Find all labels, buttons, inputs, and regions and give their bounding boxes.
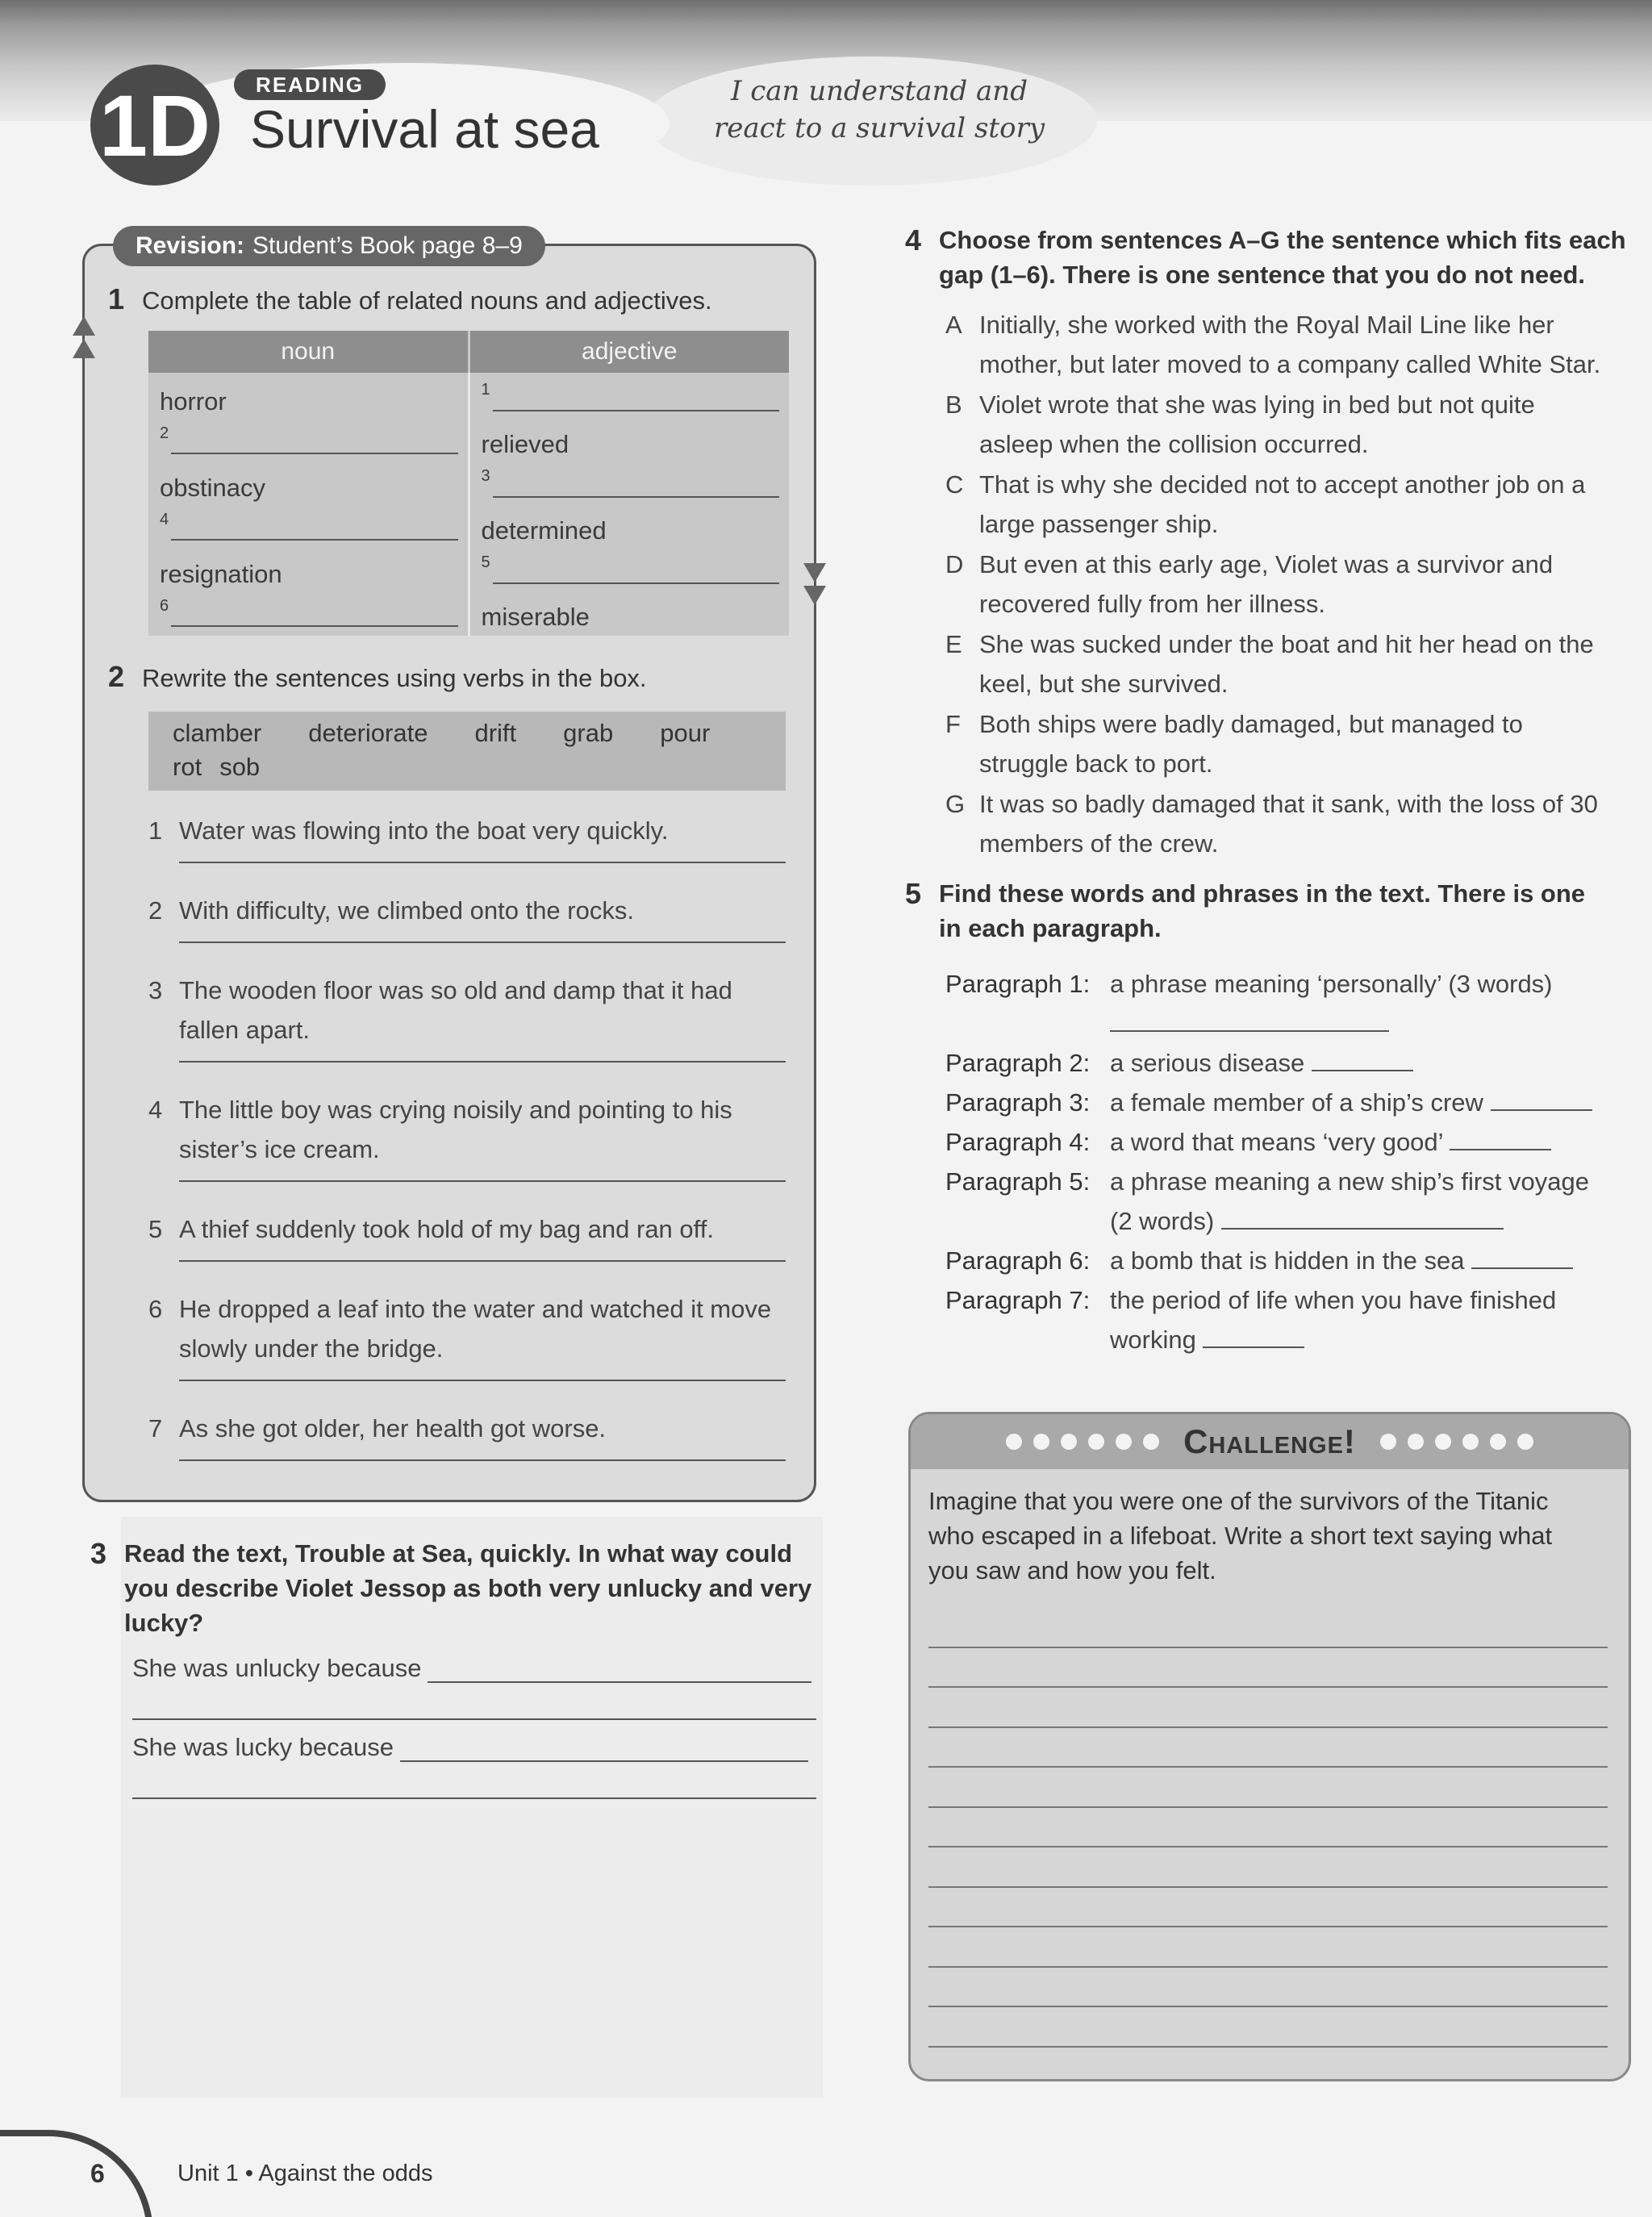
challenge-title: Challenge! (1183, 1422, 1356, 1460)
gap-field[interactable]: 6 (160, 594, 458, 637)
unlucky-answer: She was unlucky because (132, 1654, 811, 1683)
table-cell: miserable (481, 603, 590, 631)
dot-icon (1061, 1434, 1077, 1450)
arrow-down-icon (803, 563, 826, 582)
gap-field[interactable]: 5 (482, 550, 780, 594)
exercise-2-heading: 2 Rewrite the sentences using verbs in the box. (108, 660, 647, 693)
question-item: 4 The little boy was crying noisily and pointing to his sister’s ice cream. (148, 1090, 786, 1182)
answer-line[interactable] (1491, 1087, 1592, 1111)
dot-icon (1435, 1434, 1451, 1450)
can-do-statement: I can understand and react to a survival story (713, 75, 1045, 144)
table-header: noun adjective (148, 331, 789, 373)
dot-icon (1143, 1434, 1159, 1450)
adjective-column (470, 373, 790, 637)
option-item: B Violet wrote that she was lying in bed but not quite asleep when the collision occurred. (945, 390, 1535, 458)
dot-icon (1462, 1434, 1479, 1450)
question-item: 6 He dropped a leaf into the water and watched it move slowly under the bridge. (148, 1289, 786, 1381)
exercise-1-heading: 1 Complete the table of related nouns and adjectives. (108, 282, 712, 315)
answer-line[interactable] (179, 1050, 786, 1063)
unit-label: Unit 1 • Against the odds (177, 2161, 433, 2186)
exercise-4-heading: 4 Choose from sentences A–G the sentence which fits each gap (1–6). There is one sentence that you do not need. (905, 223, 1626, 289)
table-cell: determined (481, 516, 607, 545)
lesson-badge: 1D (90, 65, 219, 186)
challenge-instructions: Imagine that you were one of the survivors of the Titanic who escaped in a lifeboat. Write a short text saying what you saw and how you felt. (928, 1487, 1553, 1584)
answer-line[interactable] (132, 1797, 816, 1799)
dot-icon (1088, 1434, 1104, 1450)
table-cell: resignation (160, 559, 282, 588)
arrow-up-icon (73, 316, 95, 336)
answer-line[interactable] (132, 1718, 816, 1720)
dot-icon (1033, 1434, 1049, 1450)
writing-area[interactable] (928, 1608, 1608, 2081)
footer-decoration (0, 2130, 153, 2217)
option-item: C That is why she decided not to accept another job on a large passenger ship. (945, 470, 1586, 538)
answer-line[interactable] (179, 850, 786, 863)
gap-field[interactable]: 3 (482, 464, 780, 507)
noun-column (148, 373, 470, 637)
question-item: 5 A thief suddenly took hold of my bag and ran off. (148, 1209, 786, 1262)
gap-field[interactable]: 2 (160, 421, 458, 465)
answer-line[interactable] (179, 1169, 786, 1182)
answer-line[interactable] (179, 930, 786, 943)
page-number: 6 (90, 2159, 105, 2188)
dot-icon (1380, 1434, 1396, 1450)
lucky-answer: She was lucky because (132, 1733, 808, 1762)
exercise-3: 3 Read the text, Trouble at Sea, quickly. In what way could you describe Violet Jessop as both very unlucky and very lucky? (90, 1537, 812, 1637)
table-cell: relieved (481, 430, 569, 458)
reading-tag: READING (234, 69, 386, 100)
verb-word: grab (563, 719, 614, 747)
answer-line[interactable] (1312, 1047, 1413, 1071)
challenge-header (911, 1414, 1629, 1469)
option-item: A Initially, she worked with the Royal Mail Line like her mother, but later moved to a company called White Star. (945, 311, 1601, 378)
option-item: G It was so badly damaged that it sank, with the loss of 30 members of the crew. (945, 790, 1598, 858)
answer-line[interactable] (1203, 1324, 1304, 1348)
arrow-up-icon (73, 339, 95, 358)
answer-line[interactable] (179, 1249, 786, 1262)
verb-word: clamber (173, 719, 262, 747)
question-item: 1 Water was flowing into the boat very quickly. (148, 811, 786, 863)
answer-line[interactable] (179, 1448, 786, 1461)
question-item: 3 The wooden floor was so old and damp that it had fallen apart. (148, 971, 786, 1063)
verb-word: rot (173, 753, 202, 781)
question-item: 7 As she got older, her health got worse. (148, 1409, 786, 1461)
noun-adjective-table (148, 331, 789, 636)
table-cell: horror (160, 386, 227, 415)
revision-tab: Revision: Student’s Book page 8–9 (113, 226, 545, 266)
answer-line[interactable] (1471, 1245, 1573, 1269)
verb-word: deteriorate (308, 719, 428, 747)
question-item: 2 With difficulty, we climbed onto the rocks. (148, 891, 786, 943)
answer-line[interactable] (428, 1659, 811, 1683)
paragraph-item: Paragraph 7: the period of life when you have finished working (945, 1286, 1557, 1354)
exercise-5-heading: 5 Find these words and phrases in the text. There is one in each paragraph. (905, 877, 1586, 942)
dot-icon (1006, 1434, 1022, 1450)
dot-icon (1116, 1434, 1132, 1450)
paragraph-item: Paragraph 3: a female member of a ship’s crew (945, 1083, 1623, 1122)
answer-line[interactable] (179, 1368, 786, 1381)
gap-field[interactable]: 4 (160, 507, 458, 551)
answer-line[interactable] (1221, 1205, 1504, 1230)
verb-word: drift (474, 719, 517, 747)
paragraph-item: Paragraph 5: a phrase meaning a new ship’s first voyage (2 words) (945, 1167, 1589, 1235)
page-title: Survival at sea (250, 99, 599, 159)
table-cell: obstinacy (160, 473, 265, 502)
gap-field[interactable]: 1 (482, 378, 780, 421)
challenge-box (908, 1412, 1631, 2081)
arrow-down-icon (803, 586, 826, 605)
answer-line[interactable] (1110, 1008, 1389, 1032)
paragraph-item: Paragraph 6: a bomb that is hidden in the sea (945, 1241, 1623, 1280)
paragraph-item: Paragraph 2: a serious disease (945, 1043, 1623, 1083)
verb-box (148, 712, 786, 791)
paragraph-item: Paragraph 4: a word that means ‘very good’ (945, 1122, 1623, 1162)
dot-icon (1517, 1434, 1533, 1450)
verb-word: pour (660, 719, 711, 747)
dot-icon (1490, 1434, 1506, 1450)
option-item: F Both ships were badly damaged, but managed to struggle back to port. (945, 710, 1523, 778)
answer-line[interactable] (400, 1738, 808, 1762)
option-item: D But even at this early age, Violet was a survivor and recovered fully from her illness. (945, 550, 1554, 618)
dot-icon (1408, 1434, 1424, 1450)
answer-line[interactable] (1450, 1126, 1551, 1150)
verb-word: sob (219, 753, 261, 781)
paragraph-item: Paragraph 1: a phrase meaning ‘personally’ (3 words) (945, 964, 1623, 1043)
option-item: E She was sucked under the boat and hit her head on the keel, but she survived. (945, 630, 1594, 698)
